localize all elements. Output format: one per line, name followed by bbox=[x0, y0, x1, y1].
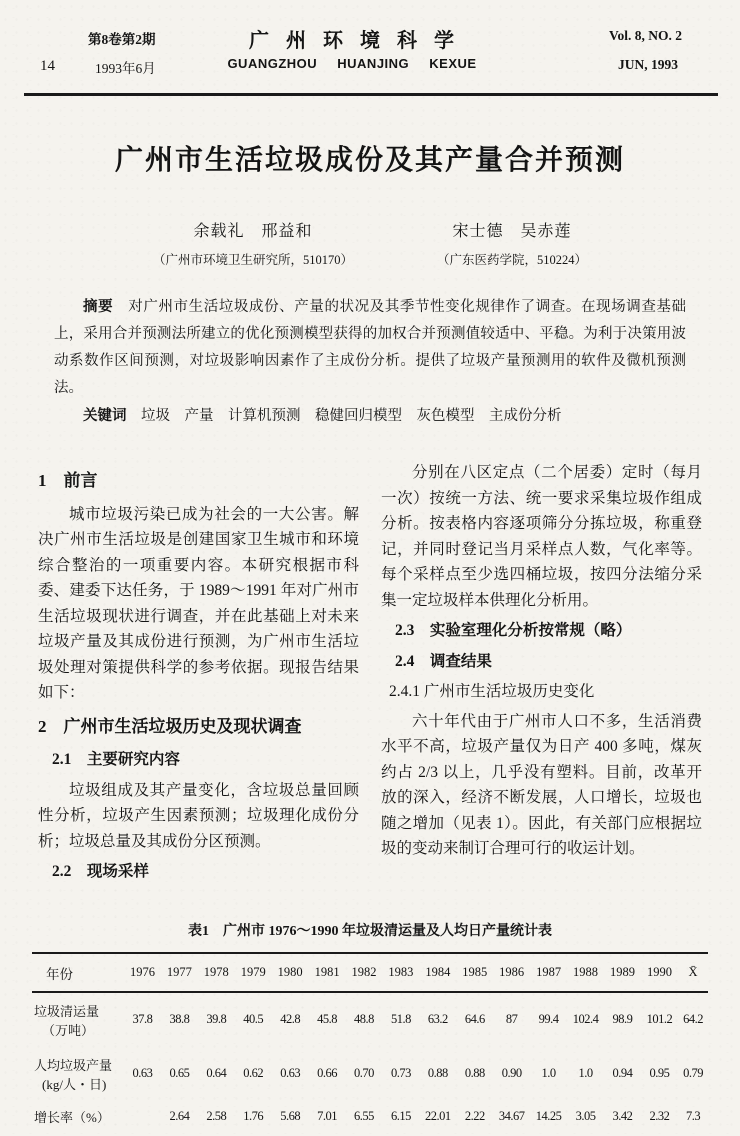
table-col-1982: 1982 bbox=[346, 953, 383, 992]
table-cell: 2.64 bbox=[169, 1108, 190, 1123]
section-2-heading: 2 广州市生活垃圾历史及现状调查 bbox=[38, 716, 302, 736]
journal-title-cn: 广州环境科学 bbox=[249, 30, 471, 52]
table-row-label: 增长率（%） bbox=[34, 1109, 110, 1125]
abstract-paragraph bbox=[54, 294, 686, 402]
table-cell: 7.01 bbox=[317, 1108, 337, 1123]
table-cell: 101.2 bbox=[646, 1012, 673, 1026]
left-column bbox=[38, 460, 359, 890]
section-2-4-1-heading: 2.4.1 广州市生活垃圾历史变化 bbox=[389, 683, 595, 700]
table-row bbox=[32, 992, 708, 1047]
author-names: 宋士德 吴赤莲 bbox=[452, 223, 572, 240]
article-title: 广州市生活垃圾成份及其产量合并预测 bbox=[114, 145, 625, 176]
table-cell: 0.88 bbox=[427, 1066, 448, 1080]
author-affiliation: （广州市环境卫生研究所，510170） bbox=[152, 253, 353, 267]
table-col-1990: 1990 bbox=[641, 953, 678, 992]
journal-masthead bbox=[0, 0, 740, 96]
table-cell: 42.8 bbox=[280, 1012, 301, 1026]
keywords-paragraph bbox=[54, 403, 686, 430]
table-cell: 3.05 bbox=[575, 1108, 596, 1123]
table-row bbox=[32, 1047, 708, 1101]
section-2-1-heading: 2.1 主要研究内容 bbox=[52, 751, 180, 768]
table-col-1989: 1989 bbox=[604, 953, 641, 992]
table-cell: 2.32 bbox=[649, 1108, 670, 1123]
abstract-text: 对广州市生活垃圾成份、产量的状况及其季节性变化规律作了调查。在现场调查基础上，采用合并预测法所建立的优化预测模型获得的加权合并预测值较适中、平稳。为利于决策用波动系数作区间预测，对垃圾影响因素作了主成份分析。提供了垃圾产量预测用的软件及微机预测法。 bbox=[54, 299, 687, 396]
table-cell: 0.65 bbox=[169, 1066, 190, 1080]
table-cell: 0.66 bbox=[317, 1066, 337, 1080]
table-cell: 64.6 bbox=[464, 1012, 485, 1026]
right-column bbox=[381, 460, 702, 890]
table-1 bbox=[32, 952, 708, 1136]
table-cell: 7.3 bbox=[685, 1108, 701, 1123]
table-cell: 64.2 bbox=[683, 1012, 703, 1026]
journal-title-pinyin: GUANGZHOU HUANJING KEXUE bbox=[227, 56, 477, 71]
table-col-1979: 1979 bbox=[235, 953, 272, 992]
volume-number-en: Vol. 8, NO. 2 bbox=[608, 28, 682, 43]
section-2-2-heading: 2.2 现场采样 bbox=[52, 863, 149, 880]
table-cell: 48.8 bbox=[354, 1012, 374, 1026]
table-cell: 99.4 bbox=[538, 1012, 559, 1026]
table-cell: 6.15 bbox=[390, 1108, 411, 1123]
section-2-2-paragraph: 分别在八区定点（二个居委）定时（每月一次）按统一方法、统一要求采集垃圾作组成分析。按表格内容逐项筛分分拣垃圾，称重登记，并同时登记当月采样点人数，气化率等。每个采样点至少选四桶垃圾，按四分法缩分采集一定垃圾样本供理化分析用。 bbox=[381, 464, 702, 609]
table-cell: 2.58 bbox=[206, 1108, 227, 1123]
table-col-1978: 1978 bbox=[198, 953, 235, 992]
table-cell: 45.8 bbox=[317, 1012, 337, 1026]
table-cell: 34.67 bbox=[498, 1108, 525, 1123]
table-cell: 14.25 bbox=[535, 1108, 562, 1123]
table-col-1984: 1984 bbox=[419, 953, 456, 992]
table-col-1981: 1981 bbox=[309, 953, 346, 992]
table-cell: 40.5 bbox=[243, 1012, 264, 1026]
table-cell bbox=[124, 1101, 161, 1136]
table-cell: 38.8 bbox=[169, 1012, 190, 1026]
table-cell: 0.62 bbox=[243, 1066, 264, 1080]
table-cell: 0.88 bbox=[464, 1066, 485, 1080]
table-row bbox=[32, 1101, 708, 1136]
table-cell: 0.90 bbox=[501, 1066, 522, 1080]
table-col-1977: 1977 bbox=[161, 953, 198, 992]
table-cell: 0.63 bbox=[132, 1066, 153, 1080]
table-col-1987: 1987 bbox=[530, 953, 567, 992]
author-names: 余载礼 邢益和 bbox=[193, 223, 313, 240]
author-group-2 bbox=[437, 218, 587, 268]
table-header-row bbox=[32, 953, 708, 992]
keywords-text: 垃圾 产量 计算机预测 稳健回归模型 灰色模型 主成份分析 bbox=[141, 408, 562, 424]
abstract-label: 摘要 bbox=[83, 299, 114, 315]
table-cell: 22.01 bbox=[425, 1108, 451, 1123]
table-col-label-year: 年份 bbox=[32, 953, 124, 992]
table-cell: 0.94 bbox=[612, 1066, 633, 1080]
table-cell: 0.73 bbox=[390, 1066, 411, 1080]
section-2-3-heading: 2.3 实验室理化分析按常规（略） bbox=[395, 622, 632, 639]
table-col-1976: 1976 bbox=[124, 953, 161, 992]
table-cell: 39.8 bbox=[206, 1012, 227, 1026]
table-cell: 1.0 bbox=[578, 1066, 593, 1080]
table-1-title: 表1 广州市 1976～1990 年垃圾清运量及人均日产量统计表 bbox=[188, 923, 552, 939]
section-2-1-paragraph: 垃圾组成及其产量变化，含垃圾总量回顾性分析，垃圾产生因素预测；垃圾理化成份分析；垃圾总量及其成份分区预测。 bbox=[38, 781, 359, 850]
table-row-label: 人均垃圾产量 (kg/人・日) bbox=[34, 1057, 113, 1092]
masthead-rule bbox=[24, 93, 718, 96]
table-cell: 0.70 bbox=[354, 1066, 374, 1080]
table-col-1983: 1983 bbox=[382, 953, 419, 992]
table-col-1988: 1988 bbox=[567, 953, 604, 992]
table-cell: 37.8 bbox=[132, 1012, 153, 1026]
issue-number-cn: 第8卷第2期 bbox=[88, 32, 156, 47]
table-row-label: 垃圾清运量 （万吨） bbox=[34, 1003, 100, 1038]
keywords-block bbox=[54, 403, 686, 430]
abstract-block bbox=[54, 294, 686, 430]
table-col-1986: 1986 bbox=[493, 953, 530, 992]
table-cell: 6.55 bbox=[354, 1108, 374, 1123]
issue-date-cn: 1993年6月 bbox=[95, 61, 156, 76]
table-cell: 51.8 bbox=[390, 1012, 411, 1026]
author-affiliation: （广东医药学院，510224） bbox=[437, 253, 588, 267]
table-cell: 1.0 bbox=[541, 1066, 556, 1080]
authors-block bbox=[0, 218, 740, 268]
table-cell: 1.76 bbox=[243, 1108, 264, 1123]
table-col-1980: 1980 bbox=[272, 953, 309, 992]
body-columns bbox=[38, 460, 702, 890]
section-1-heading: 1 前言 bbox=[38, 471, 98, 490]
table-cell: 87 bbox=[505, 1012, 518, 1026]
table-cell: 2.22 bbox=[464, 1108, 485, 1123]
table-cell: 5.68 bbox=[280, 1108, 301, 1123]
table-cell: 63.2 bbox=[427, 1012, 448, 1026]
section-1-paragraph: 城市垃圾污染已成为社会的一大公害。解决广州市生活垃圾是创建国家卫生城市和环境综合整治的一项重要内容。本研究根据市科委、建委下达任务，于 1989～1991 年对广州市生活垃圾现状进行调查，并在此基础上对未来垃圾产量及其成份进行预测，为广州市生活垃圾处理对策提供科学的参考依据。现报告结果如下： bbox=[38, 505, 359, 701]
table-col-1985: 1985 bbox=[456, 953, 493, 992]
table-cell: 98.9 bbox=[612, 1012, 633, 1026]
keywords-label: 关键词 bbox=[83, 408, 127, 424]
page-number: 14 bbox=[40, 58, 55, 74]
table-cell: 0.64 bbox=[206, 1066, 227, 1080]
table-cell: 0.63 bbox=[280, 1066, 301, 1080]
issue-date-en: JUN, 1993 bbox=[618, 57, 678, 72]
table-cell: 3.42 bbox=[612, 1108, 633, 1123]
section-2-4-1-paragraph: 六十年代由于广州市人口不多，生活消费水平不高，垃圾产量仅为日产 400 多吨，煤灰约占 2/3 以上，几乎没有塑料。目前，改革开放的深入，经济不断发展，人口增长，垃圾也随之增加（见表 1）。因此，有关部门应根据垃圾的变动来制订合理可行的收运计划。 bbox=[381, 712, 702, 857]
section-2-4-heading: 2.4 调查结果 bbox=[395, 652, 492, 670]
table-cell: 0.95 bbox=[649, 1066, 670, 1080]
table-cell: 0.79 bbox=[683, 1066, 703, 1080]
table-col-X̄: X̄ bbox=[678, 953, 708, 992]
author-group-1 bbox=[153, 218, 353, 268]
table-cell: 102.4 bbox=[572, 1012, 599, 1026]
